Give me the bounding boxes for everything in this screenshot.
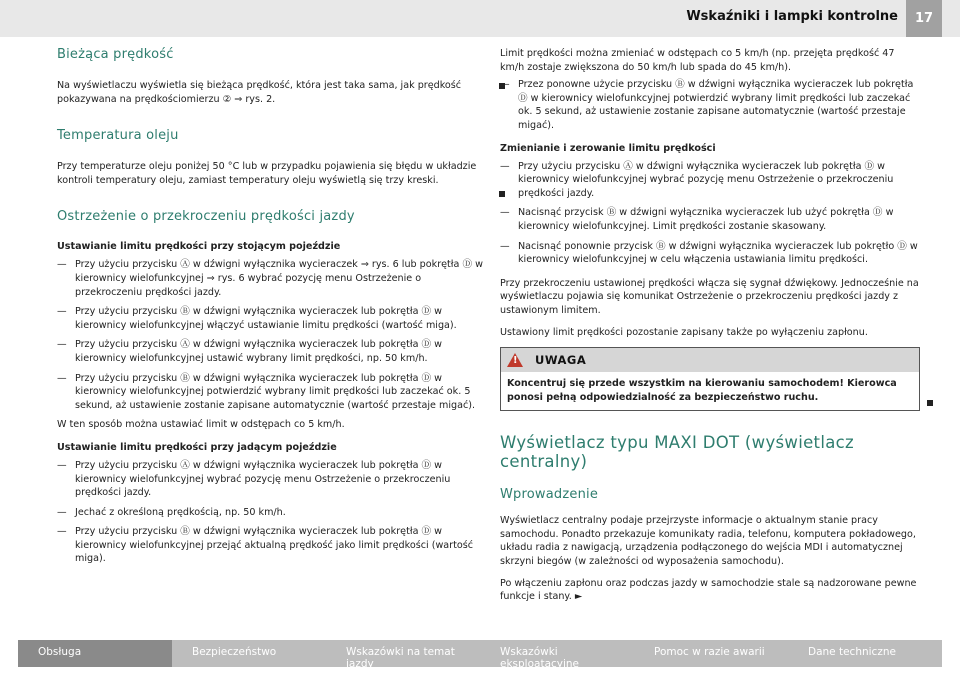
section-title-speed-warning: Ostrzeżenie o przekroczeniu prędkości jazdy xyxy=(57,209,355,225)
footer-item-breakdown-help[interactable]: Pomoc w razie awarii xyxy=(654,646,765,658)
left-column xyxy=(57,47,487,572)
right-column xyxy=(500,47,920,612)
current-speed-text-content: Na wyświetlaczu wyświetla się bieżąca prędkość, która jest taka sama, jak prędkość pokazywana na prędkościomierzu ② ⇒ rys. 2. xyxy=(57,80,462,105)
page-number: 17 xyxy=(906,0,942,37)
step-interval-text: W ten sposób można ustawiać limit w odstępach co 5 km/h. xyxy=(57,419,345,431)
page-header-title: Wskaźniki i lampki kontrolne xyxy=(686,9,898,24)
list-item: — Przy użyciu przycisku Ⓑ w dźwigni wyłącznika wycieraczek lub pokrętła Ⓓ w kierownicy wielofunkcyjnej przejąć aktualną prędkość jako limit prędkości (wartość miga). xyxy=(57,525,487,566)
section-title-current-speed: Bieżąca prędkość xyxy=(57,47,174,62)
monitoring-text-content: Po włączeniu zapłonu oraz podczas jazdy w samochodzie stale są nadzorowane pewne funkcje i stany. xyxy=(500,577,917,603)
subheading-change-reset: Zmienianie i zerowanie limitu prędkości xyxy=(500,142,716,154)
warning-header xyxy=(501,348,919,372)
limit-change-text: Limit prędkości można zmieniać w odstępach co 5 km/h (np. przejęta prędkość 47 km/h zostaje zwiększona do 50 km/h lub spada do 45 km/h). xyxy=(500,48,895,73)
warning-text: Koncentruj się przede wszystkim na kierowaniu samochodem! Kierowca ponosi pełną odpowiedzialność za bezpieczeństwo ruchu. xyxy=(507,378,897,403)
over-speed-text: Przy przekroczeniu ustawionej prędkości włącza się sygnał dźwiękowy. Jednocześnie na wyświetlaczu pojawia się komunikat Ostrzeżenie o przekroczeniu prędkości jazdy z ustawionym limitem. xyxy=(500,277,919,316)
oil-temperature-text xyxy=(57,160,487,187)
section-end-mark xyxy=(927,400,933,406)
warning-triangle-icon: ! xyxy=(507,353,523,367)
section-title-introduction: Wprowadzenie xyxy=(500,487,599,503)
continue-arrow-icon: ► xyxy=(574,591,583,603)
list-item: — Przy użyciu przycisku Ⓑ w dźwigni wyłącznika wycieraczek lub pokrętła Ⓓ w kierownicy wielofunkcyjnej potwierdzić wybrany limit prędkości lub zaczekać ok. 5 sekund, aż ustawienie zostanie zapisane automatycznie (wartość przestaje migać). xyxy=(57,372,487,413)
limit-stored-text: Ustawiony limit prędkości pozostanie zapisany także po wyłączeniu zapłonu. xyxy=(500,326,868,338)
list-item: — Przy użyciu przycisku Ⓐ w dźwigni wyłącznika wycieraczek lub pokrętła Ⓓ w kierownicy wielofunkcyjnej wybrać pozycję menu Ostrzeżenie o przekroczeniu prędkości jazdy. xyxy=(500,160,920,201)
current-speed-text xyxy=(57,79,487,106)
footer-item-operation[interactable]: Obsługa xyxy=(18,640,172,667)
footer-item-safety[interactable]: Bezpieczeństwo xyxy=(192,646,277,658)
list-item: — Przez ponowne użycie przycisku Ⓑ w dźwigni wyłącznika wycieraczek lub pokrętła Ⓓ w kierownicy wielofunkcyjnej potwierdzić wybrany limit prędkości lub zaczekać ok. 5 sekund, aż ustawienie zostanie zapisane automatycznie (wartość przestaje migać). xyxy=(500,78,920,132)
list-item: — Przy użyciu przycisku Ⓐ w dźwigni wyłącznika wycieraczek lub pokrętła Ⓓ w kierownicy wielofunkcyjnej ustawić wybrany limit prędkości, np. 50 km/h. xyxy=(57,338,487,365)
list-item: — Jechać z określoną prędkością, np. 50 km/h. xyxy=(57,506,487,520)
subheading-moving-vehicle: Ustawianie limitu prędkości przy jadącym pojeździe xyxy=(57,441,337,453)
footer-item-driving-tips[interactable]: Wskazówki na temat jazdy xyxy=(346,646,455,670)
maxi-dot-description: Wyświetlacz centralny podaje przejrzyste informacje o aktualnym stanie pracy samochodu. Ponadto przekazuje komunikaty radia, telefonu, komputera pokładowego, układu radia z nawigacją, urządzenia podłączonego do wejścia MDI i automatycznej skrzyni biegów (w zależności od wyposażenia samochodu). xyxy=(500,515,916,568)
footer-nav xyxy=(18,640,942,670)
list-item: — Nacisnąć ponownie przycisk Ⓑ w dźwigni wyłącznika wycieraczek lub pokrętło Ⓓ w kierownicy wielofunkcyjnej w celu włączenia ustawiania limitu prędkości. xyxy=(500,240,920,267)
list-item: — Przy użyciu przycisku Ⓐ w dźwigni wyłącznika wycieraczek ⇒ rys. 6 lub pokrętła Ⓓ w kierownicy wielofunkcyjnej ⇒ rys. 6 wybrać pozycję menu Ostrzeżenie o przekroczeniu prędkości jazdy. xyxy=(57,258,487,299)
list-item: — Nacisnąć przycisk Ⓑ w dźwigni wyłącznika wycieraczek lub użyć pokrętła Ⓓ w kierownicy wielofunkcyjnej. Limit prędkości zostanie skasowany. xyxy=(500,206,920,233)
section-title-oil-temperature: Temperatura oleju xyxy=(57,128,179,144)
warning-box xyxy=(500,347,920,411)
footer-item-maintenance-tips[interactable]: Wskazówki eksploatacyjne xyxy=(500,646,580,670)
footer-item-technical-data[interactable]: Dane techniczne xyxy=(808,646,896,658)
list-item: — Przy użyciu przycisku Ⓐ w dźwigni wyłącznika wycieraczek lub pokrętła Ⓓ w kierownicy wielofunkcyjnej wybrać pozycję menu Ostrzeżenie o przekroczeniu prędkości jazdy. xyxy=(57,459,487,500)
chapter-title-maxi-dot: Wyświetlacz typu MAXI DOT (wyświetlacz centralny) xyxy=(500,433,854,472)
warning-title: UWAGA xyxy=(535,353,587,368)
subheading-standing-vehicle: Ustawianie limitu prędkości przy stojącym pojeździe xyxy=(57,241,341,253)
monitoring-text xyxy=(500,577,920,604)
oil-temperature-text-content: Przy temperaturze oleju poniżej 50 °C lub w przypadku pojawienia się błędu w układzie kontroli temperatury oleju, zamiast temperatury oleju wyświetlą się trzy kreski. xyxy=(57,161,477,186)
list-item: — Przy użyciu przycisku Ⓑ w dźwigni wyłącznika wycieraczek lub pokrętła Ⓓ w kierownicy wielofunkcyjnej włączyć ustawianie limitu prędkości (wartość miga). xyxy=(57,305,487,332)
